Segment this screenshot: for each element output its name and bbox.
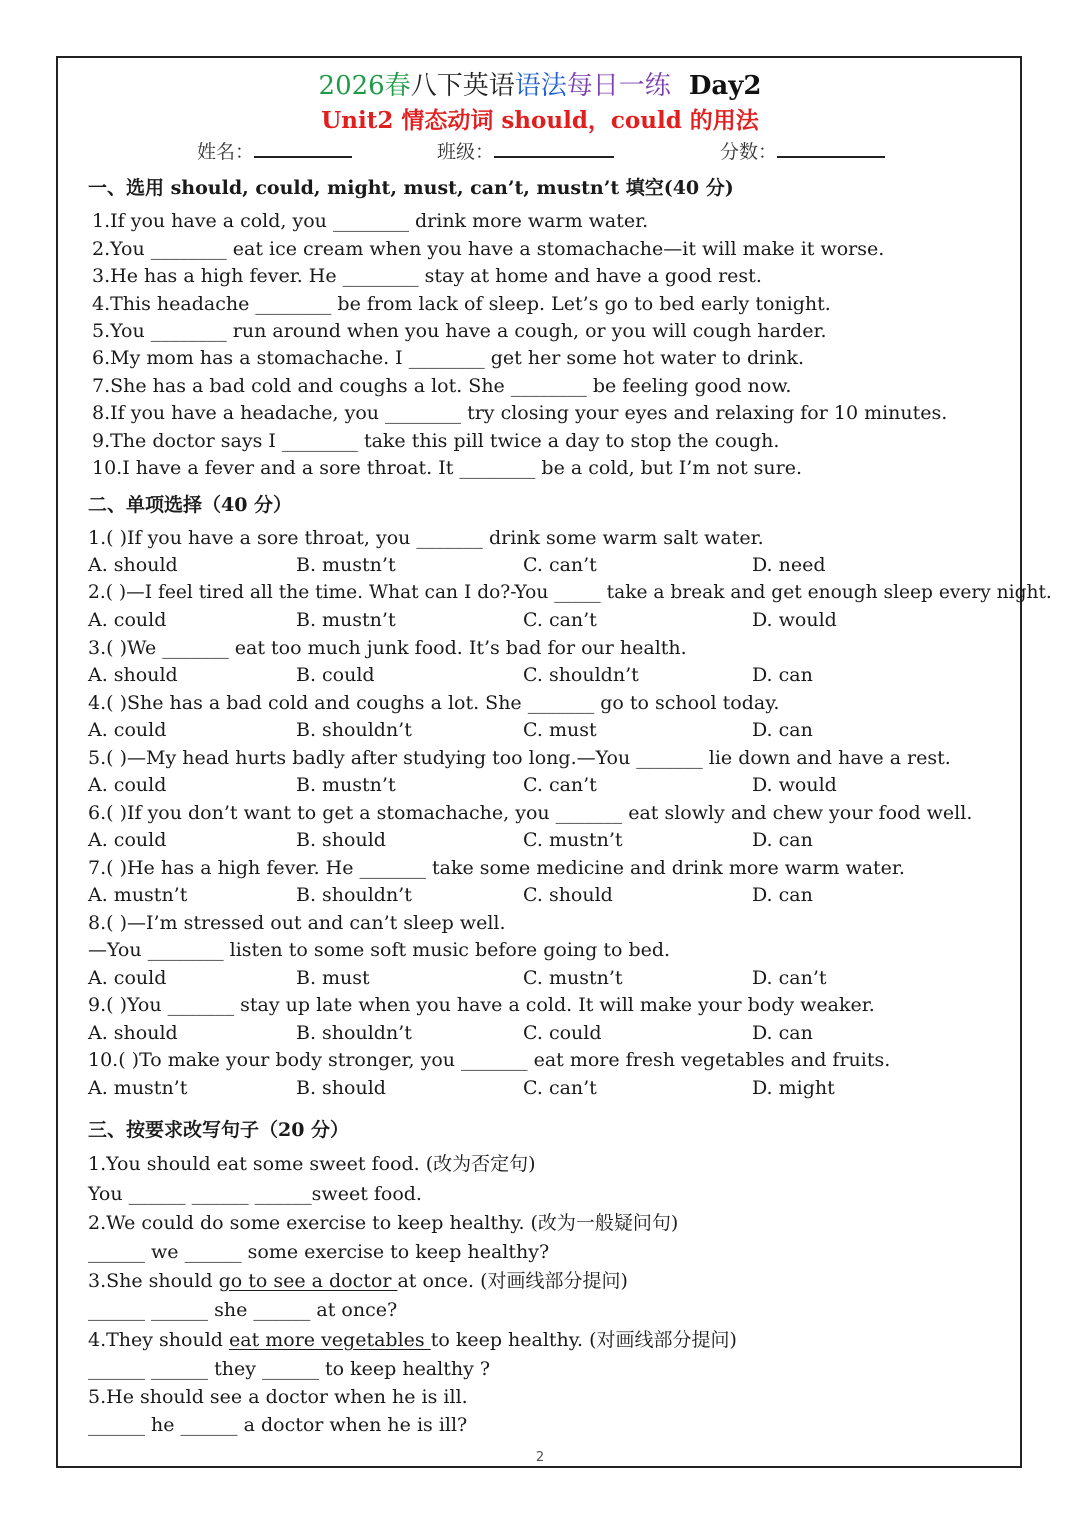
question-stem: 1.( )If you have a sore throat, you _______ drink some warm salt water. [88,527,764,549]
option-d[interactable]: D. can [752,664,813,686]
option-a[interactable]: A. could [88,829,167,851]
option-b[interactable]: B. mustn’t [296,774,396,796]
prompt-text: to keep healthy. (对画线部分提问) [430,1329,737,1351]
question-stem: 5.( )—My head hurts badly after studying too long.—You _______ lie down and have a rest. [88,747,951,769]
worksheet-subtitle: Unit2 情态动词 should，could 的用法 [321,107,759,134]
title-day: Day2 [670,71,762,101]
option-d[interactable]: D. might [752,1077,835,1099]
option-d[interactable]: D. can [752,719,813,741]
rewrite-prompt [88,1326,737,1354]
question-stem-line2: —You ________ listen to some soft music before going to bed. [88,939,671,961]
option-b[interactable]: B. mustn’t [296,554,396,576]
option-a[interactable]: A. mustn’t [88,1077,188,1099]
prompt-text: at once. (对画线部分提问) [397,1270,628,1292]
rewrite-prompt: 2.We could do some exercise to keep healthy. (改为一般疑问句) [88,1212,679,1234]
option-b[interactable]: B. shouldn’t [296,719,412,741]
option-a[interactable]: A. could [88,774,167,796]
prompt-text: 4.They should [88,1329,229,1351]
option-b[interactable]: B. mustn’t [296,609,396,631]
rewrite-answer[interactable]: You ______ ______ ______sweet food. [88,1183,422,1205]
option-c[interactable]: C. mustn’t [523,829,623,851]
option-a[interactable]: A. should [88,664,178,686]
page-number: 2 [535,1450,545,1465]
option-b[interactable]: B. could [296,664,375,686]
title-part: 2026春 [318,71,411,101]
option-d[interactable]: D. can’t [752,967,827,989]
option-c[interactable]: C. shouldn’t [523,664,639,686]
option-a[interactable]: A. could [88,609,167,631]
rewrite-answer[interactable]: ______ ______ she ______ at once? [88,1299,398,1321]
option-b[interactable]: B. must [296,967,370,989]
option-a[interactable]: A. mustn’t [88,884,188,906]
section-1-item: 6.My mom has a stomachache. I ________ get her some hot water to drink. [92,347,805,369]
question-stem: 10.( )To make your body stronger, you _______ eat more fresh vegetables and fruits. [88,1049,891,1071]
rewrite-answer[interactable]: ______ he ______ a doctor when he is ill? [88,1414,468,1436]
section-1-item: 7.She has a bad cold and coughs a lot. She ________ be feeling good now. [92,375,792,397]
option-a[interactable]: A. could [88,719,167,741]
section-1-item: 5.You ________ run around when you have a cough, or you will cough harder. [92,320,827,342]
question-stem: 8.( )—I’m stressed out and can’t sleep well. [88,912,506,934]
option-a[interactable]: A. should [88,554,178,576]
section-1-item: 9.The doctor says I ________ take this pill twice a day to stop the cough. [92,430,780,452]
class-blank[interactable] [494,138,614,158]
section-1-heading: 一、选用 should, could, might, must, can’t, mustn’t 填空(40 分) [88,177,734,199]
underlined-phrase: eat more vegetables [229,1329,431,1351]
option-a[interactable]: A. should [88,1022,178,1044]
option-c[interactable]: C. could [523,1022,602,1044]
score-blank[interactable] [777,138,885,158]
worksheet-title [0,68,1080,104]
option-a[interactable]: A. could [88,967,167,989]
question-stem: 3.( )We _______ eat too much junk food. It’s bad for our health. [88,637,687,659]
rewrite-prompt [88,1267,628,1295]
section-1-item: 3.He has a high fever. He ________ stay at home and have a good rest. [92,265,762,287]
option-c[interactable]: C. can’t [523,774,597,796]
option-b[interactable]: B. should [296,1077,386,1099]
section-3-heading: 三、按要求改写句子（20 分） [88,1119,350,1141]
name-blank[interactable] [254,138,352,158]
option-c[interactable]: C. should [523,884,613,906]
title-part: 八下英语 [410,71,515,101]
option-d[interactable]: D. can [752,884,813,906]
option-d[interactable]: D. would [752,609,837,631]
option-b[interactable]: B. shouldn’t [296,884,412,906]
section-1-item: 4.This headache ________ be from lack of sleep. Let’s go to bed early tonight. [92,293,831,315]
prompt-text: 3.She should [88,1270,219,1292]
question-stem: 7.( )He has a high fever. He _______ take some medicine and drink more warm water. [88,857,905,879]
score-field [720,138,885,166]
name-label: 姓名： [197,141,255,163]
option-d[interactable]: D. need [752,554,826,576]
class-label: 班级： [437,141,495,163]
title-part: 每日一练 [566,71,671,101]
option-d[interactable]: D. can [752,1022,813,1044]
score-label: 分数： [720,141,778,163]
rewrite-answer[interactable]: ______ we ______ some exercise to keep healthy? [88,1241,550,1263]
section-2-heading: 二、单项选择（40 分） [88,494,293,516]
section-1-item: 1.If you have a cold, you ________ drink more warm water. [92,210,649,232]
option-b[interactable]: B. shouldn’t [296,1022,412,1044]
question-stem: 6.( )If you don’t want to get a stomachache, you _______ eat slowly and chew your food well. [88,802,973,824]
section-1-item: 8.If you have a headache, you ________ try closing your eyes and relaxing for 10 minutes. [92,402,948,424]
option-b[interactable]: B. should [296,829,386,851]
name-field [197,138,352,166]
question-stem: 4.( )She has a bad cold and coughs a lot. She _______ go to school today. [88,692,780,714]
option-c[interactable]: C. must [523,719,597,741]
option-c[interactable]: C. mustn’t [523,967,623,989]
section-1-item: 2.You ________ eat ice cream when you have a stomachache—it will make it worse. [92,238,885,260]
option-c[interactable]: C. can’t [523,554,597,576]
underlined-phrase: go to see a doctor [218,1270,398,1292]
option-c[interactable]: C. can’t [523,1077,597,1099]
title-part: 语法 [514,71,567,101]
question-stem: 9.( )You _______ stay up late when you have a cold. It will make your body weaker. [88,994,875,1016]
question-stem: 2.( )—I feel tired all the time. What can I do?-You _____ take a break and get enough sleep every night. [88,582,1052,603]
rewrite-answer[interactable]: ______ ______ they ______ to keep healthy ? [88,1358,491,1380]
section-1-item: 10.I have a fever and a sore throat. It ________ be a cold, but I’m not sure. [92,457,803,479]
option-d[interactable]: D. can [752,829,813,851]
option-c[interactable]: C. can’t [523,609,597,631]
class-field [437,138,614,166]
rewrite-prompt: 5.He should see a doctor when he is ill. [88,1386,468,1408]
rewrite-prompt: 1.You should eat some sweet food. (改为否定句) [88,1153,536,1175]
option-d[interactable]: D. would [752,774,837,796]
